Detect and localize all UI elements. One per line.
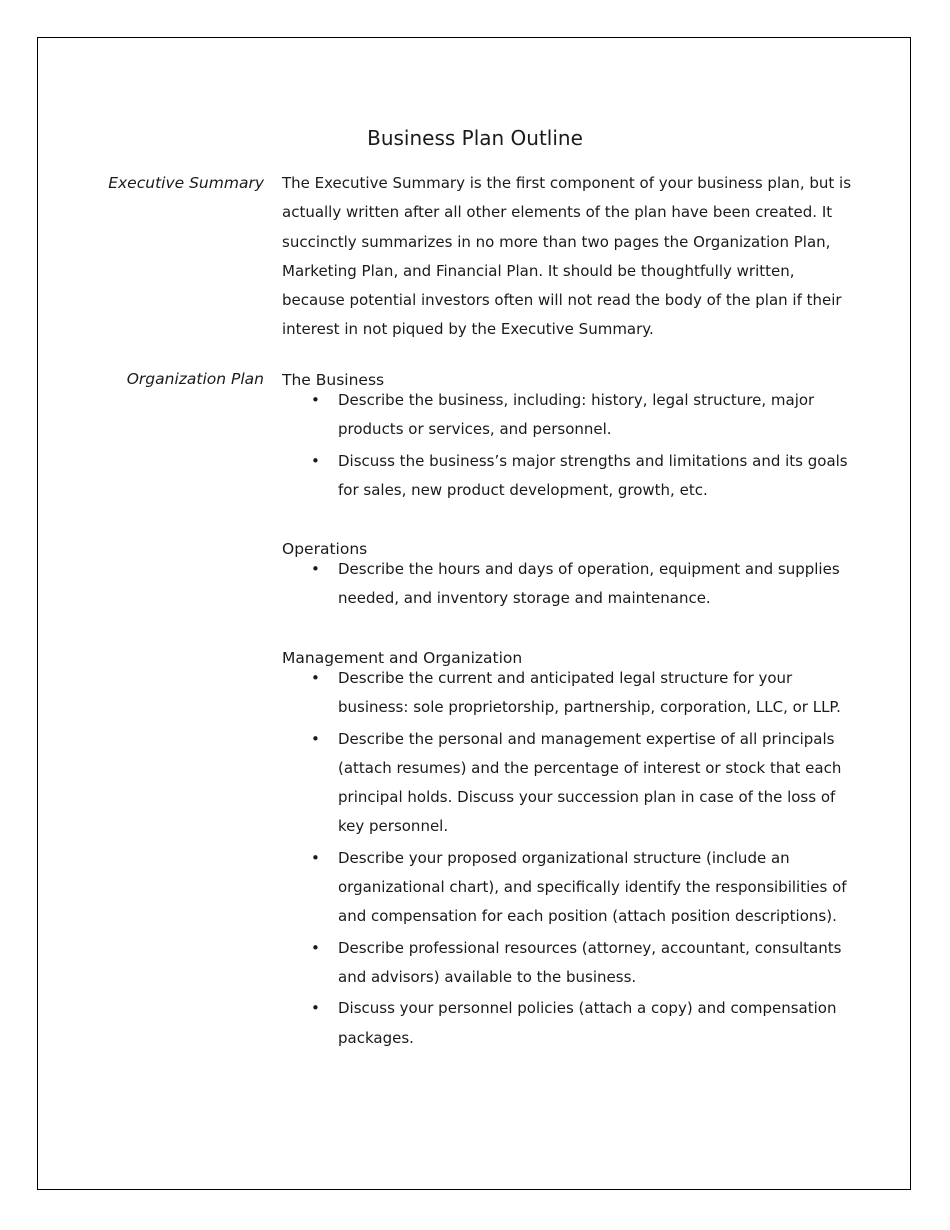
list-item xyxy=(282,934,854,993)
list-item xyxy=(282,844,854,932)
document-title: Business Plan Outline xyxy=(367,126,583,150)
bullet-icon: • xyxy=(311,729,320,748)
bullet-text: Describe professional resources (attorney, accountant, consultants and advisors) available to the business. xyxy=(338,938,842,986)
subhead-management-and-organization: Management and Organization xyxy=(282,649,523,667)
bullet-icon: • xyxy=(311,999,320,1018)
list-item xyxy=(282,447,854,506)
section-label-executive-summary: Executive Summary xyxy=(108,174,264,192)
bullet-icon: • xyxy=(311,669,320,687)
subhead-the-business: The Business xyxy=(282,371,385,389)
bullet-icon: • xyxy=(311,938,320,957)
executive-summary-body: The Executive Summary is the first component of your business plan, but is actually written after all other elements of the plan have been created. It succinctly summarizes in no more than two pages the Organization Plan, Marketing Plan, and Financial Plan. It should be thoughtfully written, because potential investors often will not read the body of the plan if their interest in not piqued by the Executive Summary. xyxy=(282,174,852,339)
business-bullet-list xyxy=(282,386,854,507)
bullet-text: Describe the business, including: history, legal structure, major products or services, and personnel. xyxy=(338,391,815,439)
bullet-text: Describe the current and anticipated legal structure for your business: sole proprietorship, partnership, corporation, LLC, or LLP. xyxy=(338,669,841,717)
bullet-text: Discuss the business’s major strengths and limitations and its goals for sales, new product development, growth, etc. xyxy=(338,451,848,499)
list-item xyxy=(282,386,854,445)
operations-bullet-list xyxy=(282,555,854,616)
bullet-text: Discuss your personnel policies (attach a copy) and compensation packages. xyxy=(338,999,837,1047)
list-item xyxy=(282,555,854,614)
list-item xyxy=(282,664,854,723)
bullet-icon: • xyxy=(311,451,320,470)
bullet-icon: • xyxy=(311,560,320,578)
list-item xyxy=(282,994,854,1053)
management-bullet-list xyxy=(282,664,854,1055)
list-item xyxy=(282,725,854,842)
subhead-operations: Operations xyxy=(282,540,368,558)
bullet-text: Describe your proposed organizational structure (include an organizational chart), and specifically identify the responsibilities of and compensation for each position (attach position descriptions). xyxy=(338,848,847,926)
bullet-icon: • xyxy=(311,848,320,867)
bullet-text: Describe the hours and days of operation, equipment and supplies needed, and inventory storage and maintenance. xyxy=(338,560,840,608)
section-label-organization-plan: Organization Plan xyxy=(126,370,264,388)
bullet-text: Describe the personal and management expertise of all principals (attach resumes) and the percentage of interest or stock that each principal holds. Discuss your succession plan in case of the loss of key personnel. xyxy=(338,729,842,836)
bullet-icon: • xyxy=(311,391,320,409)
